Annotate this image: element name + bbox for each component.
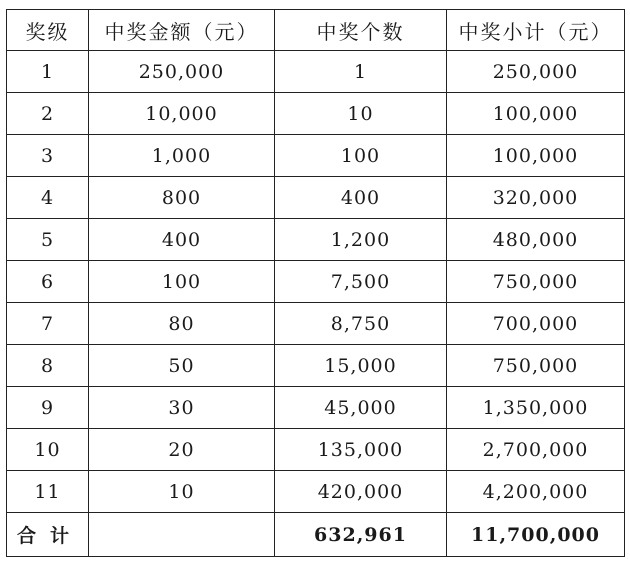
cell-winner-count: 8,750 [275,303,447,345]
cell-winner-count: 400 [275,177,447,219]
table-row [7,471,625,513]
cell-winner-count: 10 [275,93,447,135]
cell-subtotal: 750,000 [447,345,625,387]
table-row [7,387,625,429]
total-row [7,513,625,557]
cell-prize-amount: 800 [89,177,275,219]
cell-winner-count: 7,500 [275,261,447,303]
table-row [7,429,625,471]
cell-subtotal: 320,000 [447,177,625,219]
cell-subtotal: 1,350,000 [447,387,625,429]
total-count: 632,961 [275,513,447,557]
cell-winner-count: 100 [275,135,447,177]
cell-winner-count: 1,200 [275,219,447,261]
cell-winner-count: 45,000 [275,387,447,429]
total-label: 合计 [7,513,89,557]
cell-prize-amount: 20 [89,429,275,471]
cell-prize-amount: 250,000 [89,51,275,93]
cell-prize-level: 2 [7,93,89,135]
cell-prize-level: 5 [7,219,89,261]
cell-prize-level: 8 [7,345,89,387]
cell-prize-level: 1 [7,51,89,93]
header-prize-level: 奖级 [7,10,89,51]
table-row [7,219,625,261]
table-row [7,345,625,387]
cell-subtotal: 4,200,000 [447,471,625,513]
table-row [7,261,625,303]
cell-prize-level: 9 [7,387,89,429]
cell-winner-count: 420,000 [275,471,447,513]
cell-prize-amount: 30 [89,387,275,429]
cell-winner-count: 1 [275,51,447,93]
table-body [7,51,625,513]
total-amount-cell [89,513,275,557]
table-row [7,93,625,135]
header-winner-count: 中奖个数 [275,10,447,51]
cell-prize-amount: 400 [89,219,275,261]
table-row [7,303,625,345]
cell-subtotal: 250,000 [447,51,625,93]
cell-prize-level: 6 [7,261,89,303]
table-row [7,51,625,93]
header-subtotal: 中奖小计（元） [447,10,625,51]
cell-subtotal: 480,000 [447,219,625,261]
cell-winner-count: 15,000 [275,345,447,387]
cell-subtotal: 2,700,000 [447,429,625,471]
cell-prize-amount: 1,000 [89,135,275,177]
cell-prize-level: 10 [7,429,89,471]
header-prize-amount: 中奖金额（元） [89,10,275,51]
cell-winner-count: 135,000 [275,429,447,471]
cell-subtotal: 100,000 [447,135,625,177]
cell-prize-level: 11 [7,471,89,513]
cell-subtotal: 700,000 [447,303,625,345]
header-row [7,10,625,51]
cell-subtotal: 750,000 [447,261,625,303]
total-subtotal: 11,700,000 [447,513,625,557]
cell-prize-level: 7 [7,303,89,345]
cell-subtotal: 100,000 [447,93,625,135]
cell-prize-amount: 80 [89,303,275,345]
cell-prize-amount: 50 [89,345,275,387]
table-row [7,135,625,177]
cell-prize-level: 3 [7,135,89,177]
cell-prize-level: 4 [7,177,89,219]
cell-prize-amount: 10,000 [89,93,275,135]
table-row [7,177,625,219]
cell-prize-amount: 100 [89,261,275,303]
cell-prize-amount: 10 [89,471,275,513]
prize-table [6,9,625,557]
